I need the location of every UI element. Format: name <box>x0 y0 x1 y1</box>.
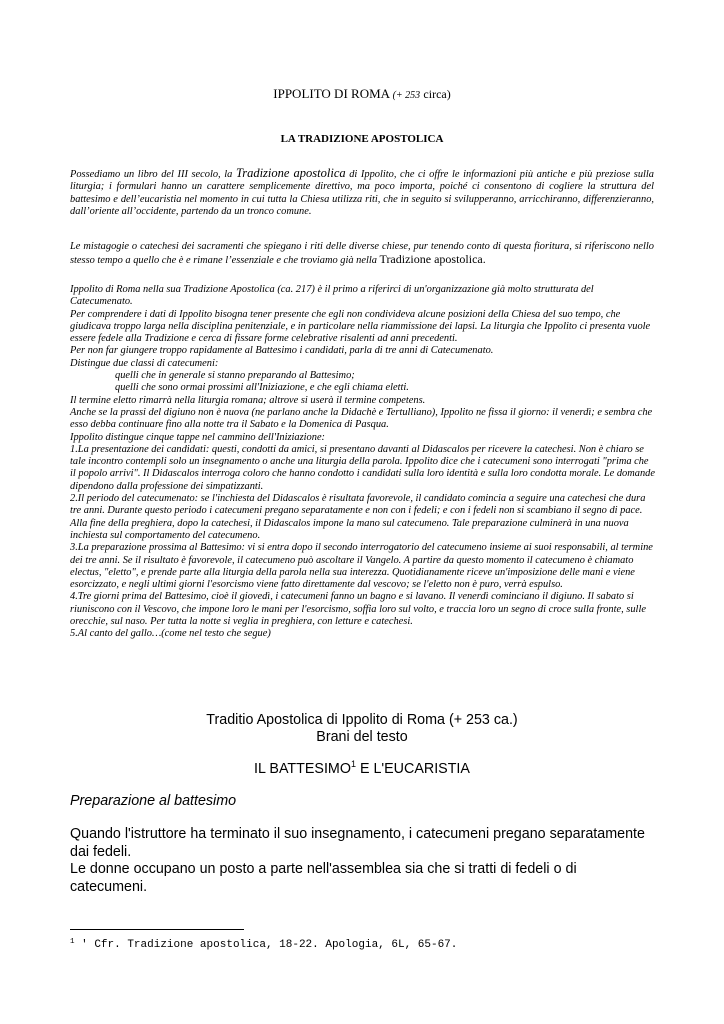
document-title <box>0 86 724 102</box>
footnote-text: ' Cfr. Tradizione apostolica, 18-22. Apologia, 6L, 65-67. <box>74 939 458 951</box>
main-line-1: Ippolito di Roma nella sua Tradizione Apostolica (ca. 217) è il primo a riferirci di un'organizzazione già molto strutturata del Catecumenato. <box>70 284 594 308</box>
main-line-5: quelli che in generale si stanno preparando al Battesimo; <box>115 370 355 382</box>
stage-1: 1.La presentazione dei candidati: questi, condotti da amici, si presentano davanti al Didascalos per ricevere la catechesi. Non è chiaro se tale incontro contempli solo un insegnamento o anche una liturgia della parola. Ippolito dice che i catecumeni sono interrogati "prima che il popolo arrivi". Il Didascalos interroga coloro che hanno condotto i candidati sulla loro identità e sulla loro condotta morale. Le domande dipendono dalla professione dei simpatizzanti. <box>70 443 655 492</box>
subsection-title: Preparazione al battesimo <box>70 793 237 809</box>
stage-4: 4.Tre giorni prima del Battesimo, cioè il giovedì, i catecumeni fanno un bagno e si lavano. Il venerdì cominciano il digiuno. Il sabato si riuniscono con il Vescovo, che impone loro le mani per l'esorcismo, soffia loro sul volto, e traccia loro un segno di croce sulla fronte, sulle orecchie, sul naso. Per tutta la notte si veglia in preghiera, con letture e catechesi. <box>70 591 646 628</box>
main-body <box>70 284 656 641</box>
main-line-6: quelli che sono ormai prossimi all'Iniziazione, e che egli chiama eletti. <box>115 382 409 394</box>
stage-2: 2.Il periodo del catecumenato: se l'inchiesta del Didascalos è risultata favorevole, il candidato comincia a seguire una catechesi che dura tre anni. Durante questo periodo i catecumeni pregano separatamente e non con i fedeli; e con i fedeli non si scambiano il segno di pace. Alla fine della preghiera, dopo la catechesi, il Didascalos impone la mano sul catecumeno. Tale preparazione culminerà in una nuova inchiesta sul comportamento del catecumeno. <box>70 493 646 541</box>
main-line-4: Distingue due classi di catecumeni: <box>70 357 219 369</box>
main-line-8: Anche se la prassi del digiuno non è nuova (ne parlano anche la Didachè e Tertulliano), Ippolito ne fissa il giorno: il venerdì; e sembra che esso debba continuare fino alla notte tra il Sabato e la Domenica di Pasqua. <box>70 406 653 431</box>
stage-3: 3.La preparazione prossima al Battesimo: vi si entra dopo il secondo interrogatorio del catecumeno insieme ai suoi responsabili, al termine dei tre anni. Se il risultato è favorevole, il catecumeno può ascoltare il Vangelo. A partire da questo momento il catecumeno è chiamato electus, "eletto", e prende parte alla liturgia della parola nella sua interezza. Quotidianamente riceve un'imposizione delle mani e viene esorcizzato, e negli ultimi giorni l'esorcismo viene fatto direttamente dal vescovo; se l'eletto non è puro, verrà espulso. <box>70 542 653 591</box>
document-subtitle: LA TRADIZIONE APOSTOLICA <box>280 133 444 145</box>
title-date: (+ 253 <box>392 90 421 101</box>
title-circa: circa) <box>423 87 451 101</box>
main-line-2: Per comprendere i dati di Ippolito bisogna tener presente che egli non condivideva alcune posizioni della Chiesa del suo tempo, che giudicava troppo larga nella disciplina penitenziale, e in particolare nella riammissione dei lapsi. La liturgia che Ippolito ci presenta vuole essere fedele alla Tradizione e cerca di fissare forme celebrative risalenti ad anni precedenti. <box>70 308 651 345</box>
body-text <box>70 826 656 896</box>
intro-p1-end: di Ippolito, che ci offre le informazioni più antiche e più preziose sulla liturgia; i formulari hanno un carattere semplicemente direttivo, ma poco importa, poiché ci consentono di cogliere la struttura del battesimo e dell’eucaristia nel momento in cui tutta la Chiesa utilizza riti, che in seguito si svilupperanno, arricchiranno, differenzieranno, dall’oriente all’occidente, partendo da un tronco comune. <box>70 169 654 218</box>
intro-p2-book-title: Tradizione apostolica. <box>379 252 486 267</box>
section-title: Traditio Apostolica di Ippolito di Roma (+ 253 ca.) <box>206 712 518 728</box>
heading-start: IL BATTESIMO <box>254 761 351 777</box>
intro-paragraph-2 <box>70 241 654 268</box>
body-paragraph-2: Le donne occupano un posto a parte nell'assemblea sia che si tratti di fedeli o di catecumeni. <box>70 861 577 895</box>
main-line-3: Per non far giungere troppo rapidamente al Battesimo i candidati, parla di tre anni di Catecumenato. <box>70 345 494 357</box>
footnote-ref[interactable]: 1 <box>350 759 356 769</box>
intro-p1-book-title: Tradizione apostolica <box>235 166 346 180</box>
heading-end: E L'EUCARISTIA <box>355 761 470 777</box>
section-subtitle: Brani del testo <box>316 729 408 745</box>
footnote-marker: 1 <box>70 938 75 946</box>
footnote-separator <box>70 929 244 930</box>
title-text: IPPOLITO DI ROMA <box>273 86 390 101</box>
intro-p1-start: Possediamo un libro del III secolo, la <box>70 169 236 180</box>
intro-p2-start: Le mistagogie o catechesi dei sacramenti che spiegano i riti delle diverse chiese, pur tenendo conto di questa fioritura, si riferiscono nello stesso tempo a quello che è e rimane l’essenziale e che troviamo già nella <box>70 241 654 267</box>
stage-5: 5.Al canto del gallo…(come nel testo che segue) <box>70 628 271 640</box>
intro-paragraph-1 <box>70 167 654 219</box>
main-line-9: Ippolito distingue cinque tappe nel cammino dell'Iniziazione: <box>70 431 326 443</box>
main-line-7: Il termine eletto rimarrà nella liturgia romana; altrove si userà il termine competens. <box>70 394 426 406</box>
footnote <box>70 939 457 951</box>
section-heading <box>0 761 724 777</box>
body-paragraph-1: Quando l'istruttore ha terminato il suo insegnamento, i catecumeni pregano separatamente dai fedeli. <box>70 826 645 860</box>
